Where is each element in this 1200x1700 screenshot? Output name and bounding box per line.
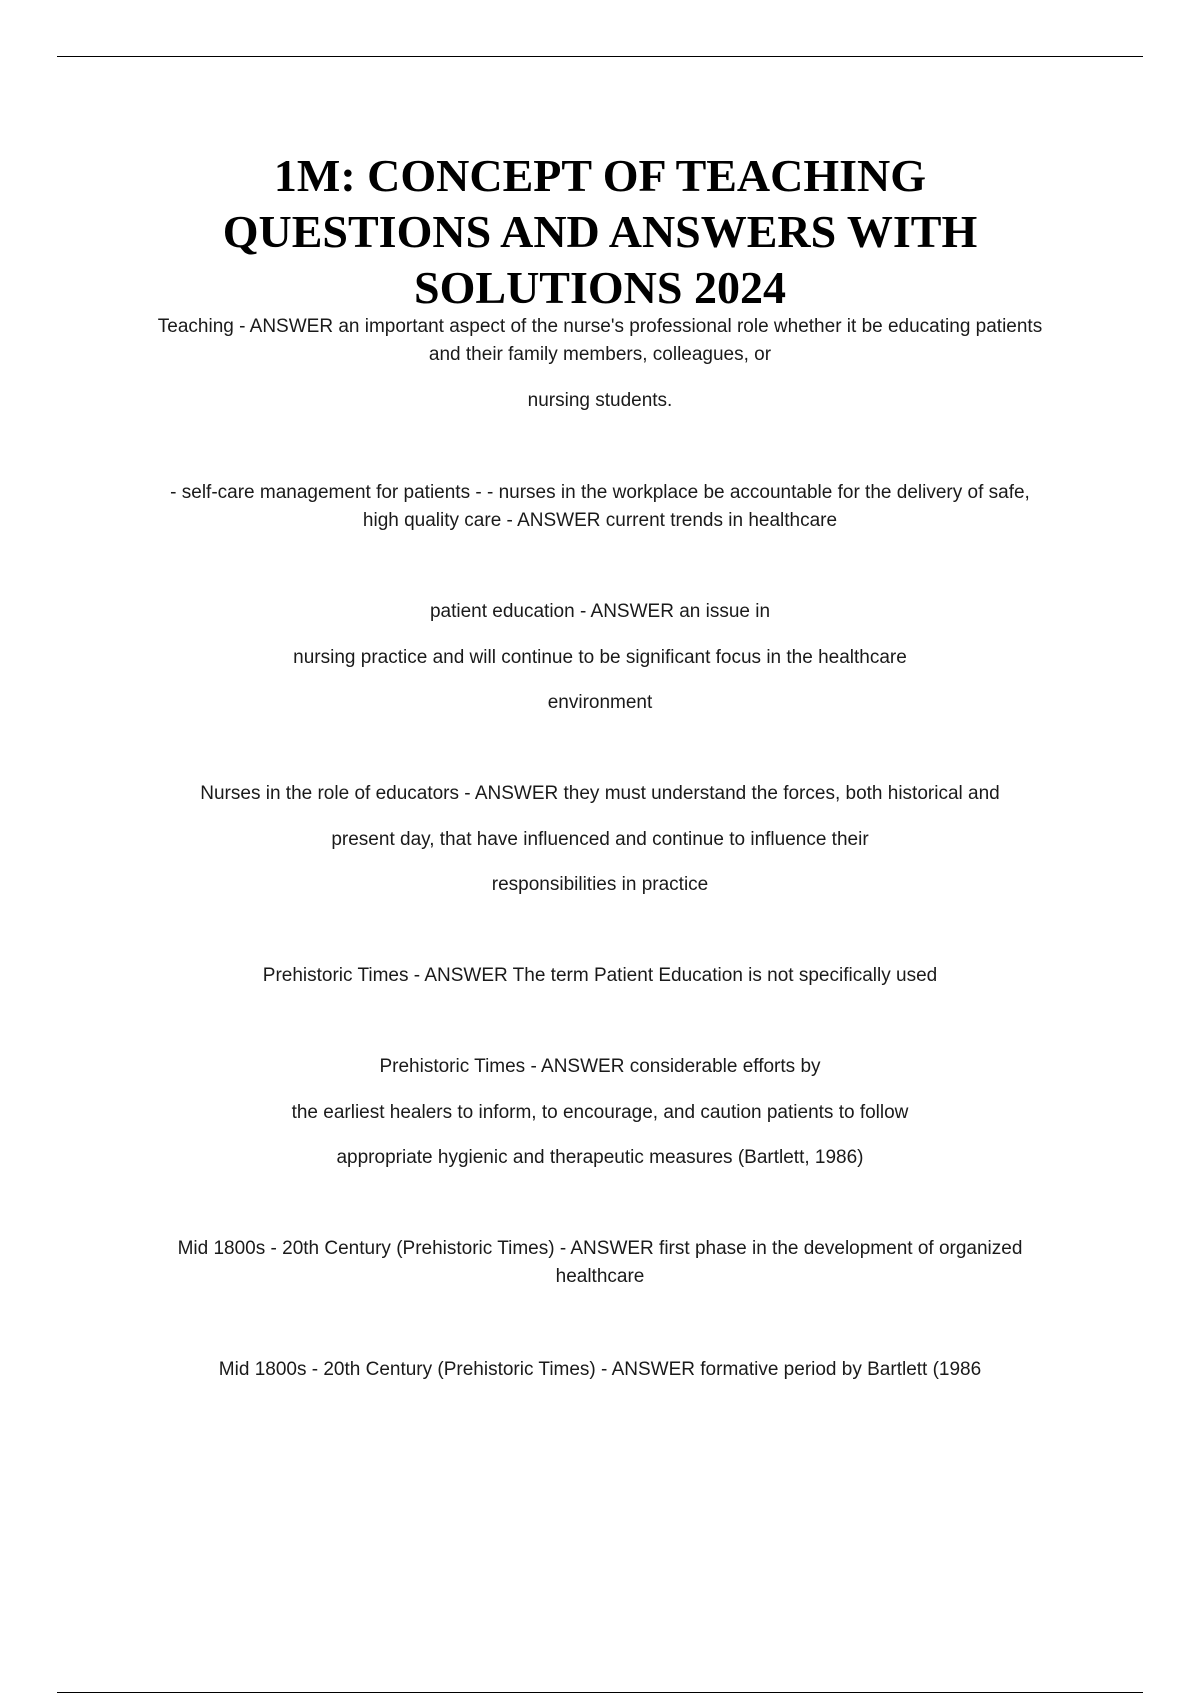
entry-line: nursing students. — [527, 390, 673, 411]
document-title — [0, 148, 1200, 316]
bottom-rule — [57, 1692, 1143, 1693]
entry-line: and their family members, colleagues, or — [428, 344, 772, 365]
title-line: QUESTIONS AND ANSWERS WITH — [222, 206, 978, 257]
top-rule — [57, 56, 1143, 57]
entry-line: appropriate hygienic and therapeutic measures (Bartlett, 1986) — [336, 1147, 864, 1168]
entry-line: - self-care management for patients - - nurses in the workplace be accountable for the delivery of safe, — [170, 482, 1030, 503]
entry-line: Prehistoric Times - ANSWER considerable efforts by — [379, 1056, 821, 1077]
entry-line: responsibilities in practice — [491, 874, 709, 895]
entry-line: nursing practice and will continue to be significant focus in the healthcare — [293, 647, 907, 668]
entry-line: high quality care - ANSWER current trends in healthcare — [362, 510, 838, 531]
entry-line: Prehistoric Times - ANSWER The term Patient Education is not specifically used — [262, 965, 938, 986]
entry-line: Mid 1800s - 20th Century (Prehistoric Times) - ANSWER formative period by Bartlett (1986 — [218, 1359, 982, 1380]
entry-line: Teaching - ANSWER an important aspect of the nurse's professional role whether it be educating patients — [157, 316, 1043, 337]
entry-line: Mid 1800s - 20th Century (Prehistoric Times) - ANSWER first phase in the development of organized — [177, 1238, 1023, 1259]
entry-line: patient education - ANSWER an issue in — [429, 601, 771, 622]
entry-line: environment — [547, 692, 653, 713]
entry-line: Nurses in the role of educators - ANSWER they must understand the forces, both historical and — [200, 783, 1000, 804]
title-line: SOLUTIONS 2024 — [414, 262, 786, 313]
entry-line: the earliest healers to inform, to encourage, and caution patients to follow — [291, 1102, 909, 1123]
entry-line: healthcare — [555, 1266, 645, 1287]
entry-line: present day, that have influenced and continue to influence their — [331, 829, 869, 850]
title-line: 1M: CONCEPT OF TEACHING — [273, 150, 927, 201]
